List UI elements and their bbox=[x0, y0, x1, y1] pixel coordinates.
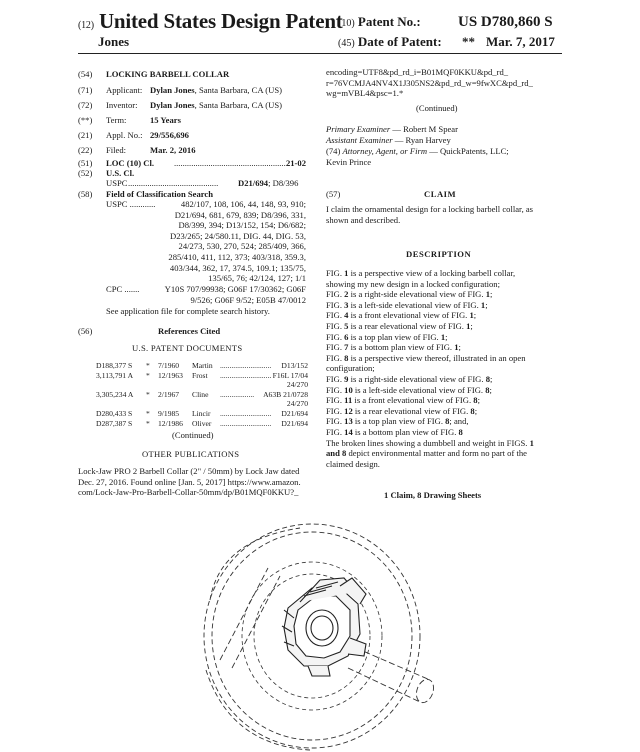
barbell-collar-drawing bbox=[180, 520, 480, 752]
see-application: See application file for complete search history. bbox=[106, 306, 270, 316]
cpc-line: 9/526; G06F 9/52; E05B 47/0012 bbox=[190, 294, 306, 305]
description-line bbox=[326, 363, 568, 374]
primary-examiner bbox=[326, 124, 458, 135]
field-22 bbox=[78, 145, 196, 156]
search-cpc-text: CPC bbox=[106, 284, 123, 294]
reference-mark: * bbox=[146, 419, 150, 428]
claim-title: CLAIM bbox=[424, 189, 457, 199]
description-pre: FIG. bbox=[326, 352, 345, 363]
field-code: (71) bbox=[78, 85, 93, 95]
search-cpc-lines bbox=[148, 284, 306, 305]
field-code: (72) bbox=[78, 100, 93, 110]
uspc-line: D21/694, 681, 679, 839; D8/396, 331, bbox=[174, 209, 306, 220]
description-post: is a left-side elevational view of FIG. bbox=[348, 299, 481, 310]
references-code: (56) bbox=[78, 326, 93, 336]
loc-value: 21-02 bbox=[285, 158, 306, 168]
applicant-location: , Santa Barbara, CA (US) bbox=[194, 85, 283, 95]
attorney-2: Kevin Prince bbox=[326, 157, 372, 167]
description-pre: FIG. bbox=[326, 310, 345, 321]
field-code: (22) bbox=[78, 145, 93, 155]
description-post2: ; bbox=[489, 289, 493, 300]
description-b2: 1 bbox=[466, 320, 471, 331]
description-b2: 1 bbox=[469, 310, 474, 321]
description-line bbox=[326, 385, 568, 396]
description-b: 11 bbox=[344, 395, 353, 406]
description-pre: showing my new design in a locked configuration; bbox=[326, 278, 500, 289]
attorney-code: (74) bbox=[326, 146, 341, 156]
claims-sheets: 1 Claim, 8 Drawing Sheets bbox=[384, 490, 482, 500]
reference-date: 7/1960 bbox=[158, 361, 180, 370]
description-b: 2 bbox=[344, 289, 349, 300]
us-patent-docs-title: U.S. PATENT DOCUMENTS bbox=[132, 343, 243, 353]
description-pre: FIG. bbox=[326, 331, 345, 342]
claim-code: (57) bbox=[326, 189, 341, 199]
description-line bbox=[326, 321, 568, 332]
other-publications bbox=[78, 466, 310, 498]
description-b: 10 bbox=[344, 384, 353, 395]
search-uspc-text: USPC bbox=[106, 199, 128, 209]
right-continued: (Continued) bbox=[416, 103, 458, 113]
description-line bbox=[326, 395, 568, 406]
description-post: is a top plan view of FIG. bbox=[352, 416, 446, 427]
reference-date: 2/1967 bbox=[158, 390, 180, 399]
primary-examiner-name: — Robert M Spear bbox=[390, 124, 458, 134]
description-line bbox=[326, 427, 568, 438]
uspc-line: 403/344, 362, 17, 374.5, 109.1; 135/75, bbox=[169, 262, 306, 273]
description-pre: claimed design. bbox=[326, 458, 380, 469]
description-post: is a rear elevational view of FIG. bbox=[352, 405, 471, 416]
date-marker: ** bbox=[462, 34, 475, 49]
reference-date: 9/1985 bbox=[158, 409, 180, 418]
reference-name: Martin bbox=[192, 361, 213, 370]
other-publications-title: OTHER PUBLICATIONS bbox=[142, 449, 240, 459]
uspc-line: 24/273, 530, 270, 524; 285/409, 366, bbox=[178, 241, 306, 252]
description-post2: ; bbox=[489, 384, 492, 395]
description-post2: ; bbox=[445, 331, 448, 342]
description-post: depict environmental matter and form no part of the bbox=[346, 448, 527, 459]
description-post2: ; and, bbox=[449, 416, 469, 427]
patent-title bbox=[78, 9, 343, 34]
field-code: (52) bbox=[78, 168, 93, 178]
reference-no: D280,433 S bbox=[96, 409, 133, 418]
reference-dots: ........................... bbox=[220, 371, 272, 380]
description-post: is a front elevational view of FIG. bbox=[348, 310, 470, 321]
field-54 bbox=[78, 69, 229, 80]
description-line bbox=[326, 448, 568, 459]
description-b: 12 bbox=[344, 405, 353, 416]
description-b: 3 bbox=[344, 299, 349, 310]
description-post: is a front elevational view of FIG. bbox=[352, 395, 474, 406]
description-title: DESCRIPTION bbox=[406, 249, 472, 259]
uspc-line: D8/399, 394; D13/152, 154; D6/682; bbox=[178, 220, 306, 231]
search-cpc-dots: ....... bbox=[124, 284, 140, 294]
search-label: Field of Classification Search bbox=[106, 189, 214, 199]
description-post2: ; bbox=[474, 405, 478, 416]
description-post2: ; bbox=[489, 373, 493, 384]
filed-label: Filed: bbox=[106, 145, 127, 155]
description-pre: FIG. bbox=[326, 268, 345, 278]
reference-name: Oliver bbox=[192, 419, 212, 428]
field-code: (51) bbox=[78, 158, 93, 168]
description-b: 1 bbox=[344, 268, 349, 278]
description-post: is a perspective view thereof, illustrated in an open bbox=[348, 352, 526, 363]
reference-class-2: 24/270 bbox=[286, 380, 308, 389]
uspc-line: D23/265; 24/580.11, DIG. 44, DIG. 53, bbox=[170, 230, 306, 241]
description-post2: ; bbox=[477, 395, 480, 406]
reference-no: D287,387 S bbox=[96, 419, 133, 428]
patent-no-row bbox=[338, 14, 421, 30]
field-term bbox=[78, 115, 181, 126]
uspc-line: 135/65, 76; 42/124, 127; 1/1 bbox=[208, 273, 306, 284]
reference-no: D188,377 S bbox=[96, 361, 133, 370]
us-cl-label: U.S. Cl. bbox=[106, 168, 135, 178]
description-line bbox=[326, 300, 568, 311]
description-pre: FIG. bbox=[326, 342, 345, 353]
url-line: encoding=UTF8&pd_rd_i=B01MQF0KKU&pd_rd_ bbox=[326, 67, 509, 77]
field-code: (**) bbox=[78, 115, 93, 125]
description-b: 9 bbox=[344, 373, 349, 384]
description-post: is a rear elevational view of FIG. bbox=[348, 320, 467, 331]
description-post2: ; bbox=[470, 320, 473, 331]
description-pre: configuration; bbox=[326, 363, 375, 374]
description-post: is a bottom plan view of FIG. bbox=[352, 426, 459, 437]
description-post2: ; bbox=[458, 342, 461, 353]
reference-mark: * bbox=[146, 371, 150, 380]
code-10: (10) bbox=[338, 18, 355, 29]
filed-value: Mar. 2, 2016 bbox=[150, 145, 196, 155]
url-line: r=76VCMJA4NV4X1J305NS2&pd_rd_w=9fwXC&pd_rd_ bbox=[326, 77, 533, 88]
description-line bbox=[326, 342, 568, 353]
claim-line: shown and described. bbox=[326, 214, 401, 225]
reference-mark: * bbox=[146, 361, 150, 370]
attorney-name: — QuickPatents, LLC; bbox=[427, 146, 509, 156]
description-b2: 8 bbox=[485, 373, 490, 384]
reference-date: 12/1963 bbox=[158, 371, 183, 380]
reference-name: Lincir bbox=[192, 409, 211, 418]
description-b: 14 bbox=[344, 426, 353, 437]
description-b2: 8 bbox=[470, 405, 475, 416]
reference-name: Frost bbox=[192, 371, 208, 380]
inventor-name: Dylan Jones bbox=[150, 100, 195, 110]
description-b2: 8 bbox=[485, 384, 490, 395]
attorney-label: Attorney, Agent, or Firm bbox=[342, 146, 428, 156]
description-post2: ; bbox=[485, 299, 488, 310]
search-cpc-label bbox=[106, 284, 139, 295]
search-uspc-label bbox=[106, 199, 155, 210]
loc-label: LOC (10) Cl. bbox=[106, 158, 154, 168]
description-b: 4 bbox=[344, 310, 349, 321]
reference-class-2: 24/270 bbox=[286, 399, 308, 408]
date-row bbox=[338, 34, 442, 50]
attorney bbox=[326, 146, 509, 157]
applicant-name: Dylan Jones bbox=[150, 85, 195, 95]
other-publication-line: Dec. 27, 2016. Found online [Jan. 5, 2017] https://www.amazon. bbox=[78, 476, 301, 487]
description-b2: 1 bbox=[485, 289, 490, 300]
code-12: (12) bbox=[78, 20, 94, 31]
references-title: References Cited bbox=[158, 326, 221, 336]
field-71 bbox=[78, 85, 282, 96]
field-21 bbox=[78, 130, 189, 141]
reference-date: 12/1986 bbox=[158, 419, 183, 428]
reference-dots: ........................... bbox=[220, 419, 272, 428]
inventor-label: Inventor: bbox=[106, 100, 138, 110]
reference-name: Cline bbox=[192, 390, 209, 399]
description-line bbox=[326, 310, 568, 321]
search-uspc-dots: ............ bbox=[129, 199, 156, 209]
title-text: United States Design Patent bbox=[98, 9, 343, 33]
reference-dots: ........................... bbox=[220, 361, 272, 370]
description-b: 7 bbox=[344, 342, 349, 353]
assistant-examiner-name: — Ryan Harvey bbox=[392, 135, 451, 145]
reference-dots: .................. bbox=[220, 390, 255, 399]
primary-examiner-label: Primary Examiner bbox=[326, 124, 391, 134]
other-publication-line: com/Lock-Jaw-Pro-Barbell-Collar-50mm/dp/B01MQF0KKU?_ bbox=[78, 487, 299, 498]
description-pre: FIG. bbox=[326, 384, 345, 395]
description-post: is a right-side elevational view of FIG. bbox=[348, 289, 486, 300]
description-pre: FIG. bbox=[326, 373, 345, 384]
url-line: wg=mVBL4&psc=1.* bbox=[326, 88, 404, 99]
field-code: (54) bbox=[78, 69, 93, 79]
description-pre: FIG. bbox=[326, 426, 345, 437]
description-line bbox=[326, 268, 568, 279]
description-line bbox=[326, 353, 568, 364]
references-continued: (Continued) bbox=[172, 430, 214, 440]
description-b2: 1 bbox=[440, 331, 446, 342]
description-b: 8 bbox=[344, 352, 349, 363]
description-line bbox=[326, 332, 568, 343]
uspc-dots: .......................................... bbox=[128, 178, 219, 188]
description-post: is a left-side elevational view of FIG. bbox=[352, 384, 486, 395]
term-label: Term: bbox=[106, 115, 127, 125]
field-52-uspc bbox=[106, 178, 308, 189]
description-b: 1 bbox=[529, 437, 534, 448]
description-b2: 1 bbox=[454, 342, 459, 353]
description-b: 6 bbox=[344, 331, 349, 342]
description-b2: 1 bbox=[480, 299, 486, 310]
assistant-examiner bbox=[326, 135, 451, 146]
description-b2: 8 bbox=[458, 426, 463, 437]
term-value: 15 Years bbox=[150, 115, 181, 125]
description-pre: FIG. bbox=[326, 395, 345, 406]
uspc-line: 285/410, 411, 112, 373; 403/318, 359.3, bbox=[168, 251, 306, 262]
description-line bbox=[326, 374, 568, 385]
description-post: is a right-side elevational view of FIG. bbox=[348, 373, 486, 384]
design-title: LOCKING BARBELL COLLAR bbox=[106, 69, 230, 79]
reference-dots: ........................... bbox=[220, 409, 272, 418]
appl-no-label: Appl. No.: bbox=[106, 130, 143, 140]
date-label: Date of Patent: bbox=[357, 34, 442, 49]
patent-number: US D780,860 S bbox=[458, 14, 553, 30]
header-rule bbox=[78, 53, 562, 54]
inventor-surname: Jones bbox=[98, 34, 130, 49]
uspc-label: USPC bbox=[106, 178, 128, 188]
description-line bbox=[326, 459, 568, 470]
claim-text bbox=[326, 204, 566, 225]
field-code: (21) bbox=[78, 130, 93, 140]
reference-class: F16L 17/04 bbox=[272, 371, 308, 380]
reference-mark: * bbox=[146, 409, 150, 418]
description-line bbox=[326, 406, 568, 417]
description-b2: 8 bbox=[473, 395, 478, 406]
description-line bbox=[326, 289, 568, 300]
search-uspc-lines bbox=[160, 199, 306, 284]
loc-dots: ...................................................... bbox=[174, 158, 291, 168]
description-b2: 8 bbox=[445, 416, 450, 427]
appl-no-value: 29/556,696 bbox=[150, 130, 189, 140]
reference-mark: * bbox=[146, 390, 150, 399]
collar-clamp bbox=[282, 578, 366, 676]
reference-class: A63B 21/0728 bbox=[263, 390, 308, 399]
assistant-examiner-label: Assistant Examiner bbox=[326, 135, 393, 145]
field-72 bbox=[78, 100, 282, 111]
uspc-line: 482/107, 108, 106, 44, 148, 93, 910; bbox=[180, 199, 306, 209]
patent-no-label: Patent No.: bbox=[357, 14, 421, 29]
description-pre: FIG. bbox=[326, 405, 345, 416]
patent-date: Mar. 7, 2017 bbox=[486, 34, 555, 49]
description-b: 13 bbox=[344, 416, 353, 427]
description-pre: FIG. bbox=[326, 416, 345, 427]
other-publication-line: Lock-Jaw PRO 2 Barbell Collar (2" / 50mm) by Lock Jaw dated bbox=[78, 466, 300, 476]
field-code: (58) bbox=[78, 189, 93, 199]
reference-class: D21/694 bbox=[281, 419, 308, 428]
reference-class: D13/152 bbox=[281, 361, 308, 370]
description-pre: FIG. bbox=[326, 320, 345, 331]
description-line bbox=[326, 416, 568, 427]
description-text bbox=[326, 268, 568, 469]
reference-class: D21/694 bbox=[281, 409, 308, 418]
claim-line: I claim the ornamental design for a locking barbell collar, as bbox=[326, 204, 534, 214]
description-b: and 8 bbox=[326, 448, 347, 459]
description-post: is a perspective view of a locking barbell collar, bbox=[348, 268, 516, 278]
description-pre: FIG. bbox=[326, 289, 345, 300]
reference-no: 3,305,234 A bbox=[96, 390, 134, 399]
description-pre: The broken lines showing a dumbbell and weight in FIGS. bbox=[326, 437, 530, 448]
cpc-line: Y10S 707/99938; G06F 17/30362; G06F bbox=[164, 284, 306, 294]
uspc-rest: ; D8/396 bbox=[268, 178, 299, 188]
uspc-value: D21/694 bbox=[238, 178, 269, 188]
inventor-location: , Santa Barbara, CA (US) bbox=[194, 100, 283, 110]
applicant-label: Applicant: bbox=[106, 85, 143, 95]
description-post2: ; bbox=[473, 310, 477, 321]
reference-no: 3,113,791 A bbox=[96, 371, 134, 380]
description-post: is a bottom plan view of FIG. bbox=[348, 342, 455, 353]
description-line bbox=[326, 438, 568, 449]
url-continuation bbox=[326, 67, 566, 99]
description-line bbox=[326, 279, 568, 290]
description-b: 5 bbox=[344, 320, 349, 331]
description-post: is a top plan view of FIG. bbox=[348, 331, 441, 342]
description-pre: FIG. bbox=[326, 299, 345, 310]
code-45: (45) bbox=[338, 38, 355, 49]
